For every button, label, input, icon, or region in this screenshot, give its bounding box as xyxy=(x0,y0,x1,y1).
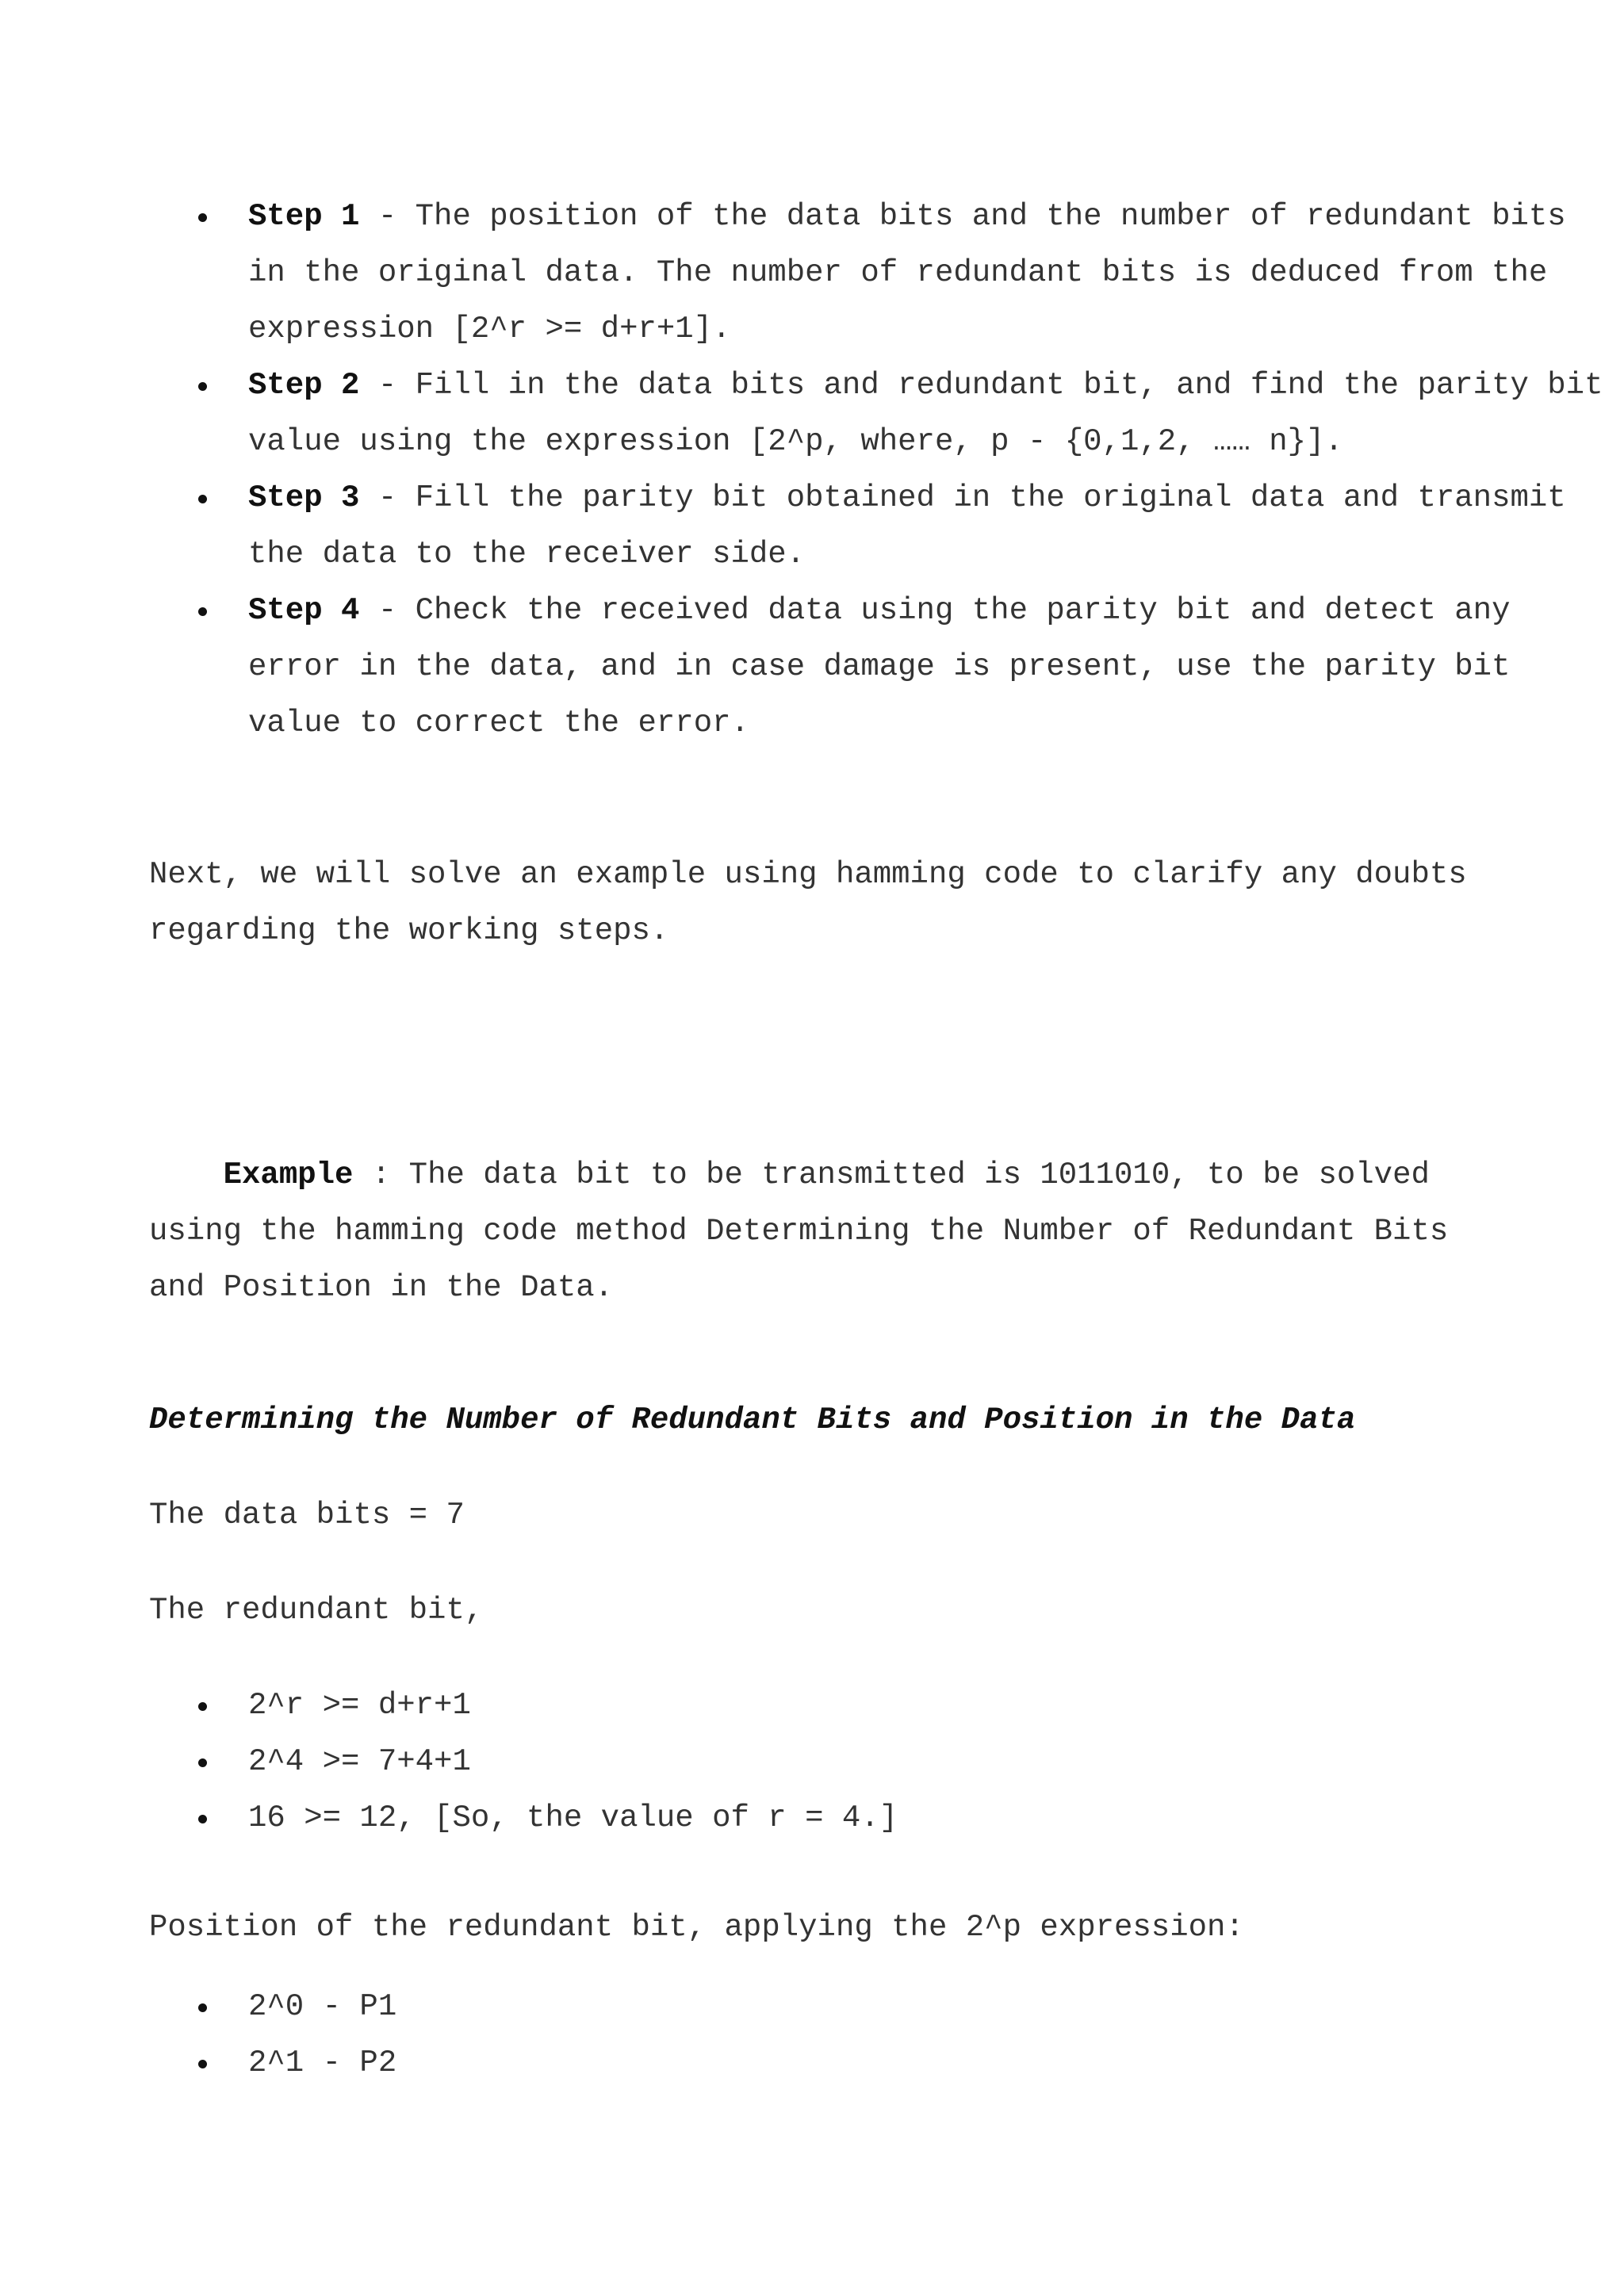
list-item xyxy=(149,358,1612,470)
bullet-icon xyxy=(198,1758,207,1767)
example-paragraph xyxy=(149,1091,1513,1372)
step-text: - The position of the data bits and the number of redundant bits in the original data. The number of redundant bits is deduced from the expression [2^r >= d+r+1]. xyxy=(248,199,1566,346)
calc-text: 16 >= 12, [So, the value of r = 4.] xyxy=(248,1800,898,1835)
list-item xyxy=(149,583,1612,752)
step-text: - Check the received data using the parity bit and detect any error in the data, and in case damage is present, use the parity bit value to correct the error. xyxy=(248,593,1511,740)
steps-list xyxy=(149,189,1603,752)
step-label: Step 4 xyxy=(248,593,360,628)
section-heading: Determining the Number of Redundant Bits and Position in the Data xyxy=(149,1402,1356,1437)
bullet-icon xyxy=(198,1702,207,1711)
list-item xyxy=(149,2035,1497,2091)
data-bits-line: The data bits = 7 xyxy=(149,1498,465,1533)
calc-text: 2^4 >= 7+4+1 xyxy=(248,1744,471,1779)
example-text: : The data bit to be transmitted is 1011010, to be solved using the hamming code method Determining the Number of Redundant Bits and Position in the Data. xyxy=(149,1158,1467,1305)
step-text: - Fill in the data bits and redundant bit, and find the parity bit value using the expression [2^p, where, p - {0,1,2, …… n}]. xyxy=(248,368,1603,459)
list-item xyxy=(149,1790,1497,1846)
list-item xyxy=(149,1979,1497,2035)
bullet-icon xyxy=(198,2003,207,2012)
step-label: Step 2 xyxy=(248,368,360,403)
bullet-icon xyxy=(198,1815,207,1823)
bullet-icon xyxy=(198,2060,207,2068)
list-item xyxy=(149,1678,1497,1734)
step-label: Step 1 xyxy=(248,199,360,234)
position-text: 2^0 - P1 xyxy=(248,1989,397,2024)
bullet-icon xyxy=(198,382,207,391)
redundant-bit-line: The redundant bit, xyxy=(149,1593,484,1628)
intro-paragraph: Next, we will solve an example using hamming code to clarify any doubts regarding the working steps. xyxy=(149,857,1486,948)
position-text: 2^1 - P2 xyxy=(248,2045,397,2080)
step-text: - Fill the parity bit obtained in the original data and transmit the data to the receiver side. xyxy=(248,480,1566,572)
example-label: Example xyxy=(223,1158,354,1192)
position-line: Position of the redundant bit, applying the 2^p expression: xyxy=(149,1910,1244,1945)
list-item xyxy=(149,470,1612,583)
redundant-calc-list xyxy=(149,1678,1497,1846)
calc-text: 2^r >= d+r+1 xyxy=(248,1688,471,1723)
positions-list xyxy=(149,1979,1497,2091)
list-item xyxy=(149,1734,1497,1790)
list-item xyxy=(149,189,1612,358)
bullet-icon xyxy=(198,213,207,222)
bullet-icon xyxy=(198,607,207,616)
bullet-icon xyxy=(198,495,207,503)
step-label: Step 3 xyxy=(248,480,360,515)
